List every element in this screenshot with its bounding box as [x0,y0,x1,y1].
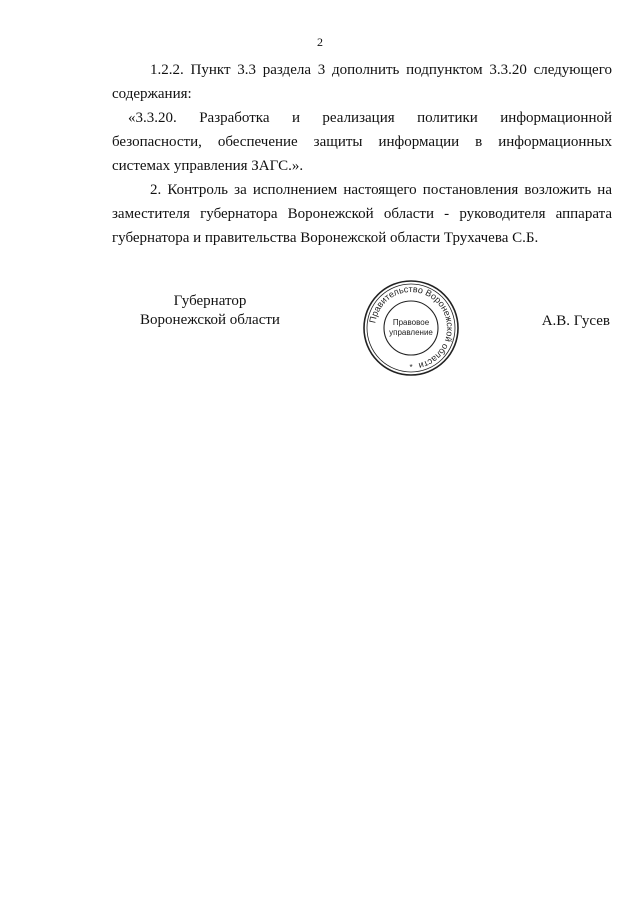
paragraph-amendment: 1.2.2. Пункт 3.3 раздела 3 дополнить подпунктом 3.3.20 следующего содержания: [112,62,612,102]
paragraph-quoted-subitem: «3.3.20. Разработка и реализация политики информационной безопасности, обеспечение защиты информации в информационных системах управления ЗАГС.». [112,110,612,174]
official-stamp [361,278,461,378]
paragraph-control: 2. Контроль за исполнением настоящего постановления возложить на заместителя губернатора Воронежской области - руководителя аппарата губернатора и правительства Воронежской области Трухачева С.Б. [112,182,612,246]
page-number: 2 [317,35,323,49]
document-body [112,58,612,250]
stamp-seal-graphic [361,278,461,378]
signatory-name: А.В. Гусев [541,313,610,329]
stamp-center-line1: Правовое [392,318,430,327]
stamp-star: * [409,363,413,372]
signatory-title-line1: Губернатор [173,293,247,309]
signatory-title [120,292,300,330]
signatory-title-line2: Воронежской области [140,312,280,328]
stamp-ring-text: Правительство Воронежской области [367,283,456,372]
stamp-center-line2: управление [389,328,433,337]
